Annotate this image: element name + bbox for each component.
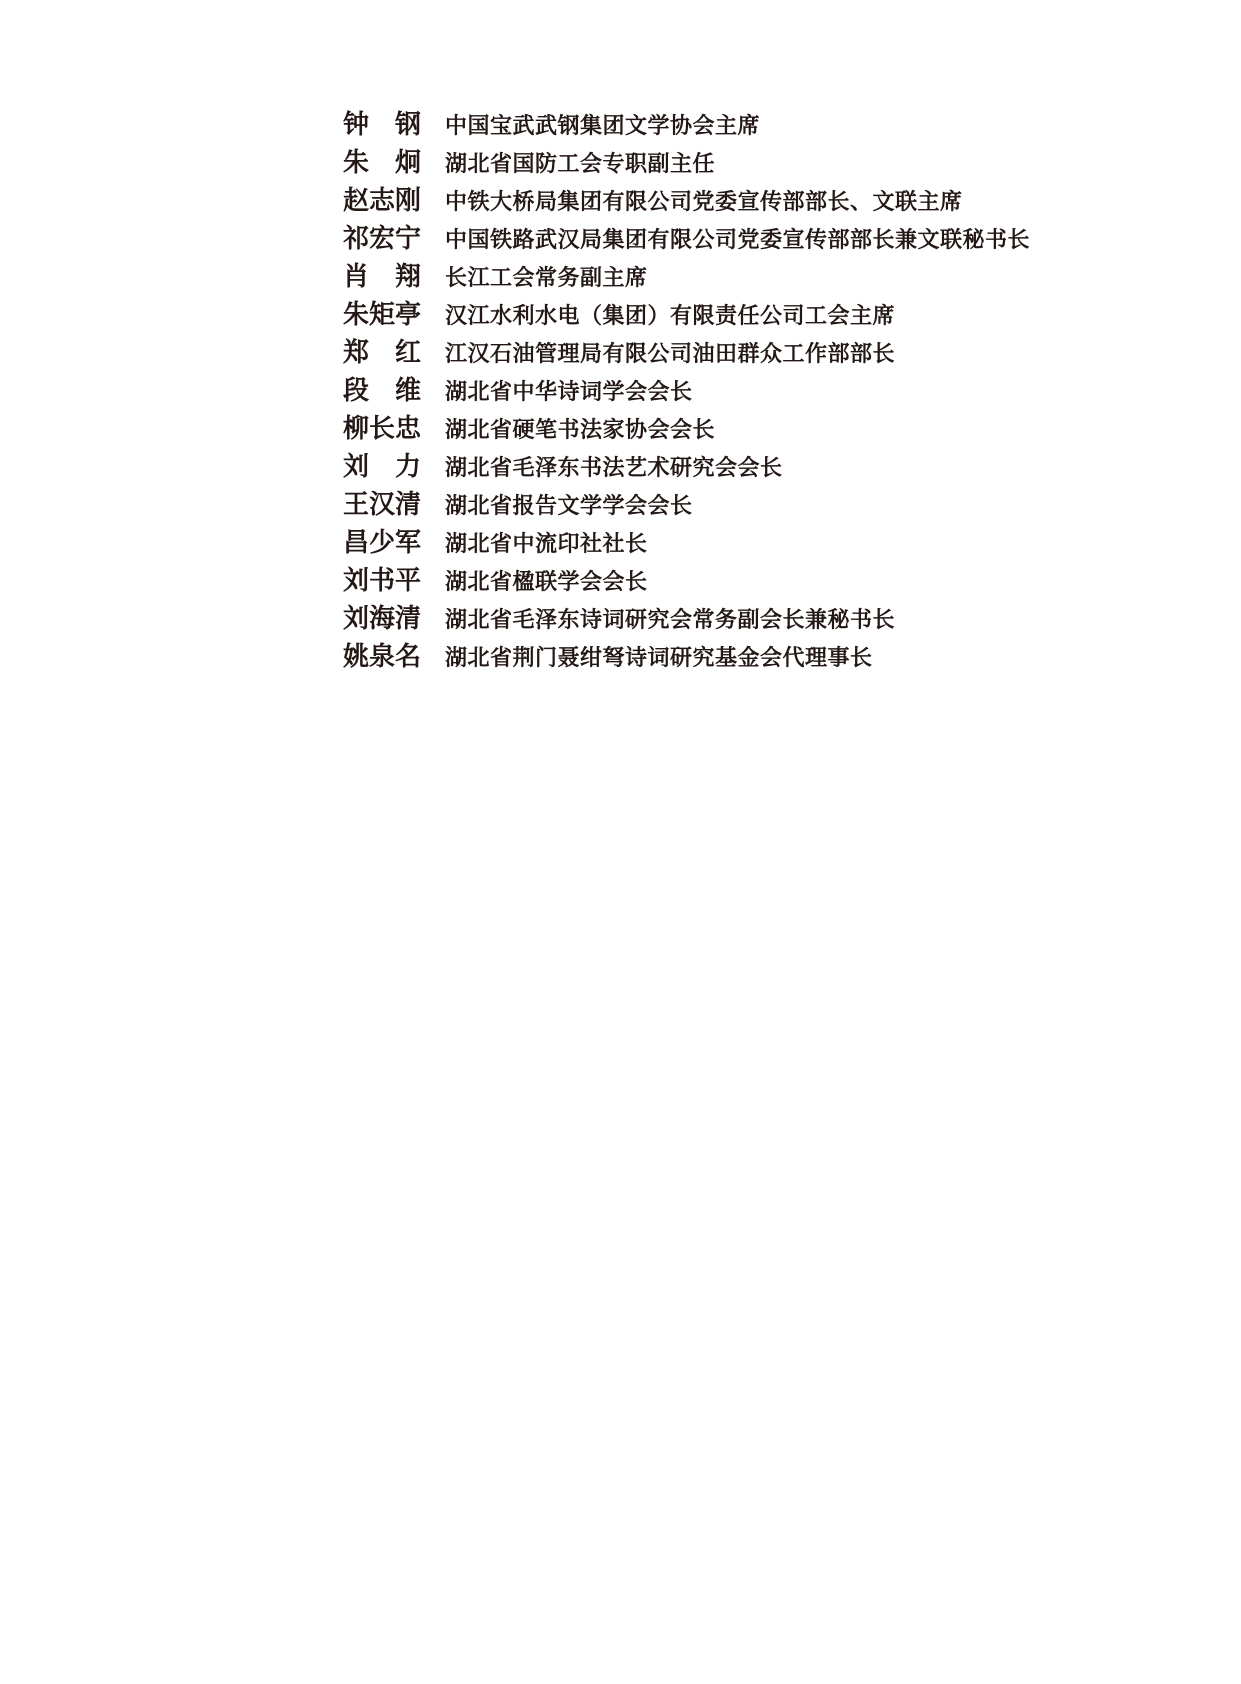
person-name: 姚泉名 xyxy=(343,642,422,672)
list-item xyxy=(343,598,1103,636)
list-item xyxy=(343,256,1103,294)
person-title: 汉江水利水电（集团）有限责任公司工会主席 xyxy=(445,304,896,329)
person-name: 昌少军 xyxy=(343,528,422,558)
person-title: 湖北省国防工会专职副主任 xyxy=(445,152,716,177)
list-item xyxy=(343,142,1103,180)
list-item xyxy=(343,104,1103,142)
person-title: 江汉石油管理局有限公司油田群众工作部部长 xyxy=(445,342,896,367)
list-item xyxy=(343,636,1103,674)
person-name: 朱矩亭 xyxy=(343,300,422,330)
person-name: 刘力 xyxy=(343,452,421,482)
person-name: 朱炯 xyxy=(343,148,421,178)
person-name: 段维 xyxy=(343,376,421,406)
list-item xyxy=(343,294,1103,332)
person-name: 刘书平 xyxy=(343,566,422,596)
person-title: 中国宝武武钢集团文学协会主席 xyxy=(445,114,761,139)
person-name: 王汉清 xyxy=(343,490,422,520)
list-item xyxy=(343,560,1103,598)
list-item xyxy=(343,484,1103,522)
person-title: 长江工会常务副主席 xyxy=(445,266,648,291)
person-title: 湖北省荆门聂绀弩诗词研究基金会代理事长 xyxy=(445,646,873,671)
person-title: 湖北省中流印社社长 xyxy=(445,532,648,557)
person-title: 湖北省硬笔书法家协会会长 xyxy=(445,418,716,443)
person-title: 中国铁路武汉局集团有限公司党委宣传部部长兼文联秘书长 xyxy=(445,228,1031,253)
list-item xyxy=(343,408,1103,446)
person-title: 湖北省楹联学会会长 xyxy=(445,570,648,595)
person-name: 肖翔 xyxy=(343,262,421,292)
list-item xyxy=(343,332,1103,370)
list-item xyxy=(343,370,1103,408)
list-item xyxy=(343,218,1103,256)
person-title: 湖北省毛泽东诗词研究会常务副会长兼秘书长 xyxy=(445,608,896,633)
person-title: 湖北省毛泽东书法艺术研究会会长 xyxy=(445,456,783,481)
person-title: 中铁大桥局集团有限公司党委宣传部部长、文联主席 xyxy=(445,190,963,215)
list-item xyxy=(343,180,1103,218)
person-name: 郑红 xyxy=(343,338,421,368)
name-title-list xyxy=(343,104,1103,674)
person-name: 祁宏宁 xyxy=(343,224,422,254)
person-name: 刘海清 xyxy=(343,604,422,634)
person-name: 钟钢 xyxy=(343,110,421,140)
list-item xyxy=(343,446,1103,484)
person-title: 湖北省中华诗词学会会长 xyxy=(445,380,693,405)
list-item xyxy=(343,522,1103,560)
person-title: 湖北省报告文学学会会长 xyxy=(445,494,693,519)
person-name: 赵志刚 xyxy=(343,186,422,216)
person-name: 柳长忠 xyxy=(343,414,422,444)
